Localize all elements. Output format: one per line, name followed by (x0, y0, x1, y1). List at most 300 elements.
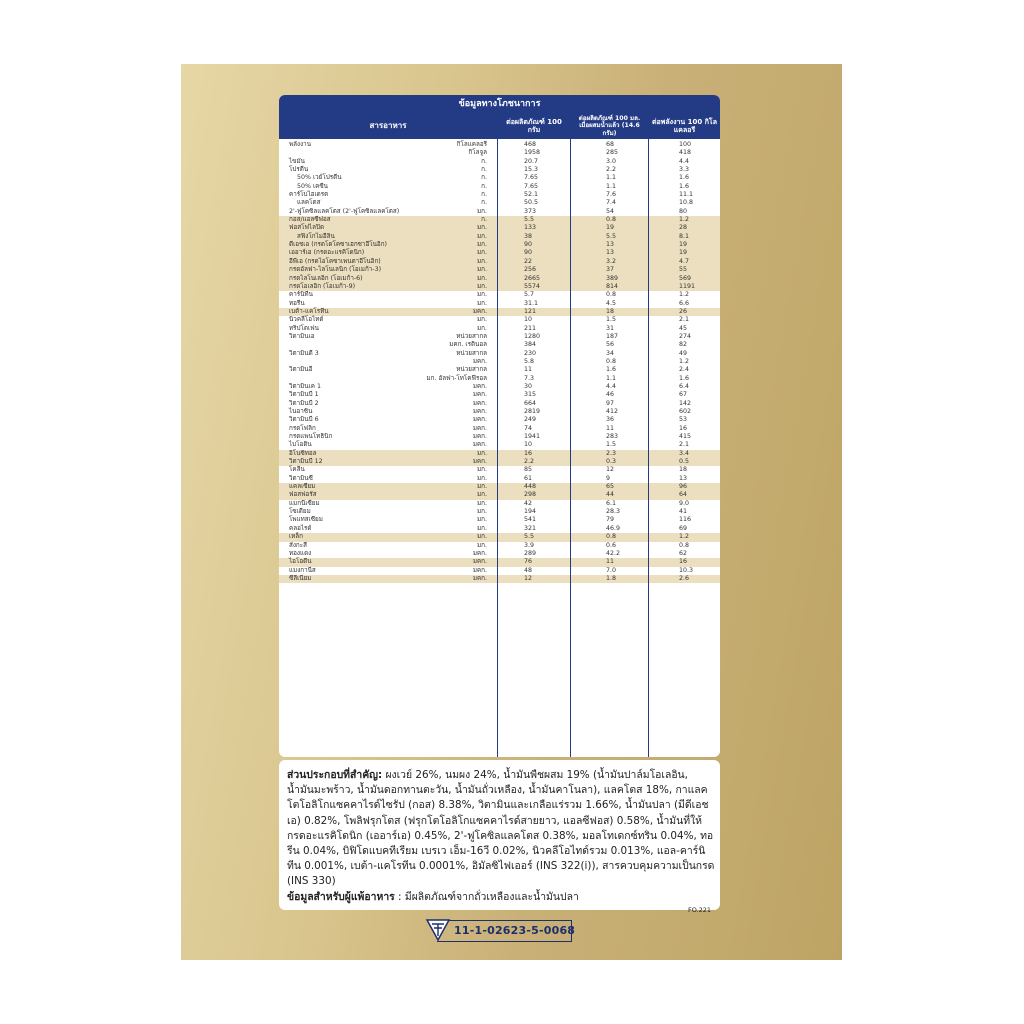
header-per-100ml: ต่อผลิตภัณฑ์ 100 มล. เมื่อผสมน้ำแล้ว (14.6 กรัม) (570, 113, 648, 139)
table-row (279, 525, 720, 533)
value-per-100g: 2.2 (524, 458, 535, 466)
table-row (279, 433, 720, 441)
value-per-100g: 61 (524, 474, 533, 482)
nutrient-unit: มคก. (472, 549, 487, 557)
nutrient-name: เออาร์เอ (กรดอะแรคิโดนิก) (289, 249, 365, 257)
nutrient-unit: มก. (477, 274, 487, 282)
table-row (279, 533, 720, 541)
value-per-100g: 30 (524, 382, 533, 390)
value-per-100kcal: 569 (679, 274, 692, 282)
value-per-100ml: 0.8 (606, 357, 617, 365)
value-per-100kcal: 1191 (679, 282, 696, 290)
value-per-100ml: 28.3 (606, 508, 621, 516)
value-per-100kcal: 10.3 (679, 566, 694, 574)
nutrient-unit: มก. (477, 508, 487, 516)
nutrient-name: ไนอาซิน (289, 408, 313, 415)
nutrient-name: เหล็ก (289, 533, 303, 541)
value-per-100ml: 7.0 (606, 566, 617, 574)
value-per-100kcal: 19 (679, 241, 688, 249)
column-divider (497, 113, 498, 757)
nutrient-unit: มคก. (472, 566, 487, 574)
nutrient-unit: มก. (477, 491, 487, 499)
value-per-100kcal: 82 (679, 341, 688, 349)
value-per-100ml: 36 (606, 416, 615, 424)
value-per-100g: 1280 (524, 332, 541, 340)
value-per-100g: 448 (524, 483, 537, 491)
value-per-100g: 10 (524, 441, 533, 449)
table-row (279, 208, 720, 216)
nutrient-unit: มก. (477, 291, 487, 299)
value-per-100ml: 814 (606, 282, 619, 290)
value-per-100ml: 19 (606, 224, 615, 232)
value-per-100g: 20.7 (524, 157, 539, 165)
value-per-100ml: 5.5 (606, 232, 617, 240)
table-row (279, 516, 720, 524)
value-per-100ml: 0.8 (606, 291, 617, 299)
nutrient-unit: มก. (477, 533, 487, 541)
table-row (279, 408, 720, 416)
nutrient-name: ซีลีเนียม (289, 574, 312, 582)
nutrient-unit: มก. (477, 266, 487, 274)
value-per-100ml: 1.1 (606, 374, 617, 382)
value-per-100g: 7.3 (524, 374, 535, 382)
value-per-100ml: 46.9 (606, 524, 621, 532)
table-row (279, 341, 720, 349)
value-per-100kcal: 100 (679, 141, 692, 148)
nutrient-unit: มก. (477, 516, 487, 524)
header-per-100kcal: ต่อพลังงาน 100 กิโลแคลอรี (648, 113, 720, 139)
nutrient-name: โพแทสเซียม (289, 516, 323, 524)
nutrient-name: อีพีเอ (กรดไอโคซาเพนตาอีโนอิก) (289, 257, 381, 265)
nutrient-name: ดีเอชเอ (กรดโดโคซาเฮกซาอีโนอิก) (289, 241, 387, 249)
nutrient-unit: มก. (477, 224, 487, 232)
value-per-100ml: 1.8 (606, 574, 617, 582)
value-per-100g: 5.5 (524, 533, 535, 541)
nutrient-name: โคลีน (289, 466, 305, 474)
nutrient-unit: มคก. (472, 357, 487, 365)
value-per-100g: 50.5 (524, 199, 539, 207)
nutrient-name: แมกนีเซียม (289, 499, 320, 507)
column-divider (570, 113, 571, 757)
nutrient-name: แคลเซียม (289, 483, 316, 491)
value-per-100kcal: 80 (679, 207, 688, 215)
value-per-100g: 468 (524, 141, 537, 148)
ingredients-panel (279, 760, 720, 910)
value-per-100ml: 1.1 (606, 174, 617, 182)
table-row (279, 224, 720, 232)
value-per-100kcal: 1.2 (679, 291, 690, 299)
value-per-100kcal: 116 (679, 516, 692, 524)
allergen-body: : มีผลิตภัณฑ์จากถั่วเหลืองและน้ำมันปลา (394, 890, 579, 903)
value-per-100ml: 7.4 (606, 199, 617, 207)
table-row (279, 550, 720, 558)
nutrient-name: วิตามินบี 12 (289, 458, 323, 466)
value-per-100kcal: 10.8 (679, 199, 694, 207)
header-nutrient: สารอาหาร (369, 121, 407, 131)
value-per-100kcal: 0.5 (679, 458, 690, 466)
value-per-100g: 38 (524, 232, 533, 240)
value-per-100g: 1958 (524, 149, 541, 157)
nutrient-name: พลังงาน (289, 141, 311, 148)
value-per-100kcal: 11.1 (679, 191, 694, 199)
value-per-100kcal: 1.6 (679, 374, 690, 382)
nutrient-name: วิตามินเอ (289, 332, 315, 340)
nutrient-name: สฟิงโกไมอีลิน (297, 232, 335, 240)
value-per-100kcal: 6.6 (679, 299, 690, 307)
nutrient-name: ทองแดง (289, 549, 312, 557)
value-per-100kcal: 2.1 (679, 316, 690, 324)
nutrient-unit: มก. (477, 524, 487, 532)
nutrient-name: โปรตีน (289, 166, 309, 174)
value-per-100ml: 31 (606, 324, 615, 332)
value-per-100kcal: 418 (679, 149, 692, 157)
value-per-100ml: 1.6 (606, 366, 617, 374)
value-per-100kcal: 2.1 (679, 441, 690, 449)
value-per-100kcal: 8.1 (679, 232, 690, 240)
value-per-100kcal: 19 (679, 249, 688, 257)
value-per-100g: 5.7 (524, 291, 535, 299)
value-per-100ml: 11 (606, 558, 615, 566)
value-per-100ml: 412 (606, 408, 619, 415)
value-per-100ml: 285 (606, 149, 619, 157)
nutrient-unit: ก. (481, 174, 487, 182)
value-per-100ml: 4.4 (606, 382, 617, 390)
table-row (279, 508, 720, 516)
nutrient-name: ทริปโตเฟน (289, 324, 319, 332)
value-per-100ml: 34 (606, 349, 615, 357)
value-per-100ml: 37 (606, 266, 615, 274)
table-title: ข้อมูลทางโภชนาการ (279, 95, 720, 113)
value-per-100g: 22 (524, 257, 533, 265)
table-row (279, 441, 720, 449)
table-row (279, 308, 720, 316)
value-per-100ml: 13 (606, 249, 615, 257)
value-per-100ml: 1.5 (606, 316, 617, 324)
table-row (279, 575, 720, 583)
nutrient-unit: มคก. (472, 382, 487, 390)
value-per-100kcal: 1.2 (679, 533, 690, 541)
table-row (279, 542, 720, 550)
table-row (279, 558, 720, 566)
nutrient-unit: มคก. (472, 416, 487, 424)
value-per-100kcal: 96 (679, 483, 688, 491)
value-per-100g: 31.1 (524, 299, 539, 307)
table-row (279, 491, 720, 499)
value-per-100kcal: 2.4 (679, 366, 690, 374)
table-row (279, 358, 720, 366)
value-per-100kcal: 6.4 (679, 382, 690, 390)
nutrient-unit: ก. (481, 157, 487, 165)
value-per-100ml: 18 (606, 307, 615, 315)
nutrient-name: กรดแพนโทธินิก (289, 433, 333, 441)
value-per-100kcal: 0.8 (679, 541, 690, 549)
value-per-100ml: 1.5 (606, 441, 617, 449)
value-per-100g: 12 (524, 574, 533, 582)
value-per-100kcal: 16 (679, 558, 688, 566)
nutrient-name: วิตามินซี (289, 474, 313, 482)
table-row (279, 450, 720, 458)
nutrient-unit: มก. (477, 207, 487, 215)
table-row (279, 141, 720, 149)
value-per-100kcal: 62 (679, 549, 688, 557)
value-per-100ml: 11 (606, 424, 615, 432)
nutrient-name: 2'-ฟูโคซิลแลคโตส (2'-ฟูโคซิลแลคโตส) (289, 207, 400, 215)
value-per-100g: 85 (524, 466, 533, 474)
table-row (279, 174, 720, 182)
allergen-heading: ข้อมูลสำหรับผู้แพ้อาหาร (287, 890, 395, 903)
value-per-100g: 230 (524, 349, 537, 357)
value-per-100ml: 0.6 (606, 541, 617, 549)
value-per-100g: 5.5 (524, 216, 535, 224)
nutrient-name: ฟอสโฟไลปิด (289, 224, 325, 232)
nutrient-name: กรดโอเลอิก (โอเมก้า-9) (289, 282, 356, 290)
value-per-100ml: 3.0 (606, 157, 617, 165)
registration-number: 11-1-02623-5-0068 (454, 924, 576, 937)
table-row (279, 366, 720, 374)
table-row (279, 249, 720, 257)
nutrient-unit: ก. (481, 199, 487, 207)
table-row (279, 166, 720, 174)
nutrient-name: อิโนซิทอล (289, 449, 317, 457)
nutrient-name: ไบโอติน (289, 441, 312, 449)
value-per-100kcal: 28 (679, 224, 688, 232)
table-row (279, 291, 720, 299)
nutrient-name: แมงกานีส (289, 566, 316, 574)
ingredients-body: ผงเวย์ 26%, นมผง 24%, น้ำมันพืชผสม 19% (น้ำมันปาล์มโอเลอิน, น้ำมันมะพร้าว, น้ำมันดอกทานตะวัน, น้ำมันถั่วเหลือง, น้ำมันคาโนลา), แลคโตส 18%, กาแลคโตโอลิโกแซคคาไรด์ไซรัป (กอส) 8.38%, วิตามินและเกลือแร่รวม 1.66%, น้ำมันปลา (มีดีเอชเอ) 0.82%, โพลิฟรุกโตส (ฟรุกโตโอลิโกแซคคาไรด์สายยาว, แอลซีฟอส) 0.58%, น้ำมันที่ให้กรดอะแรคิโดนิก (เออาร์เอ) 0.45%, 2'-ฟูโคซิลแลคโตส 0.38%, มอลโทเดกซ์ทริน 0.04%, ทอรีน 0.04%, บิฟิโดแบคทีเรียม เบรเว เอ็ม-16วี 0.02%, นิวคลีโอไทด์รวม 0.013%, แอล-คาร์นิทีน 0.001%, เบต้า-แคโรทีน 0.0001%, อิมัลซิไฟเออร์ (INS 322(i)), สารควบคุมความเป็นกรด (INS 330) (287, 769, 715, 888)
nutrient-name: กอส/แอลซีฟอส (289, 216, 331, 224)
value-per-100ml: 42.2 (606, 549, 621, 557)
value-per-100g: 664 (524, 399, 537, 407)
table-row (279, 466, 720, 474)
table-row (279, 325, 720, 333)
nutrient-name: กรดโฟลิก (289, 424, 316, 432)
value-per-100g: 384 (524, 341, 537, 349)
ingredients-text (287, 768, 715, 905)
nutrient-name: ทอรีน (289, 299, 305, 307)
value-per-100ml: 9 (606, 474, 611, 482)
table-row (279, 283, 720, 291)
value-per-100g: 42 (524, 499, 533, 507)
value-per-100g: 52.1 (524, 191, 539, 199)
value-per-100g: 315 (524, 391, 537, 399)
value-per-100ml: 0.3 (606, 458, 617, 466)
value-per-100ml: 2.2 (606, 166, 617, 174)
nutrient-unit: หน่วยสากล (456, 349, 487, 357)
nutrient-name: คลอไรด์ (289, 524, 312, 532)
ingredients-heading: ส่วนประกอบที่สำคัญ: (287, 769, 383, 781)
nutrient-unit: มก. (477, 483, 487, 491)
nutrient-name: ไขมัน (289, 157, 305, 165)
value-per-100g: 373 (524, 207, 537, 215)
header-per-100g: ต่อผลิตภัณฑ์ 100 กรัม (497, 113, 570, 139)
value-per-100g: 1941 (524, 433, 541, 441)
nutrient-name: นิวคลีโอไทด์ (289, 316, 324, 324)
value-per-100g: 15.3 (524, 166, 539, 174)
value-per-100kcal: 142 (679, 399, 692, 407)
fda-emblem-icon (424, 916, 452, 944)
table-row (279, 316, 720, 324)
value-per-100g: 541 (524, 516, 537, 524)
nutrient-unit: มก. (477, 474, 487, 482)
nutrient-unit: มคก. (472, 574, 487, 582)
nutrient-name: กรดอัลฟา-ไลโนเลนิก (โอเมก้า-3) (289, 266, 382, 274)
value-per-100kcal: 9.0 (679, 499, 690, 507)
value-per-100kcal: 13 (679, 474, 688, 482)
table-row (279, 400, 720, 408)
value-per-100ml: 3.2 (606, 257, 617, 265)
value-per-100kcal: 67 (679, 391, 688, 399)
nutrient-unit: มคก. (472, 441, 487, 449)
nutrient-name: เบต้า-แคโรทีน (289, 307, 329, 315)
value-per-100g: 90 (524, 241, 533, 249)
value-per-100ml: 56 (606, 341, 615, 349)
table-row (279, 191, 720, 199)
value-per-100kcal: 2.6 (679, 574, 690, 582)
table-row (279, 216, 720, 224)
value-per-100ml: 12 (606, 466, 615, 474)
nutrient-name: วิตามินเค 1 (289, 382, 321, 390)
value-per-100ml: 4.5 (606, 299, 617, 307)
nutrient-unit: มก. (477, 241, 487, 249)
column-divider (648, 113, 649, 757)
nutrient-unit: มก. (477, 466, 487, 474)
nutrient-name: วิตามินบี 2 (289, 399, 319, 407)
value-per-100kcal: 26 (679, 307, 688, 315)
nutrient-name: วิตามินบี 6 (289, 416, 319, 424)
nutrient-unit: มคก. (472, 399, 487, 407)
value-per-100kcal: 1.2 (679, 216, 690, 224)
table-row (279, 483, 720, 491)
nutrient-unit: มก. (477, 249, 487, 257)
nutrient-name: โซเดียม (289, 508, 311, 516)
table-body (279, 141, 720, 583)
nutrient-name: 50% เวย์โปรตีน (297, 174, 342, 182)
value-per-100g: 90 (524, 249, 533, 257)
value-per-100ml: 1.1 (606, 182, 617, 190)
nutrient-unit: ก. (481, 191, 487, 199)
fo-code: FO.221 (688, 906, 712, 914)
nutrient-name: สังกะสี (289, 541, 307, 549)
nutrient-name: แลคโตส (297, 199, 321, 207)
nutrient-unit: มคก. (472, 424, 487, 432)
value-per-100g: 76 (524, 558, 533, 566)
value-per-100g: 16 (524, 449, 533, 457)
table-row (279, 233, 720, 241)
value-per-100ml: 0.8 (606, 216, 617, 224)
table-row (279, 425, 720, 433)
table-row (279, 375, 720, 383)
value-per-100g: 48 (524, 566, 533, 574)
value-per-100ml: 68 (606, 141, 615, 148)
nutrient-name: กรดไลโนเลอิก (โอเมก้า-6) (289, 274, 363, 282)
nutrient-unit: มก. (477, 541, 487, 549)
value-per-100g: 211 (524, 324, 537, 332)
value-per-100kcal: 3.4 (679, 449, 690, 457)
value-per-100g: 289 (524, 549, 537, 557)
nutrient-name: ฟอสฟอรัส (289, 491, 317, 499)
nutrient-unit: มก. อัลฟา-โทโคฟีรอล (426, 374, 487, 382)
nutrient-name: คาร์โบไฮเดรต (289, 191, 329, 199)
value-per-100g: 11 (524, 366, 533, 374)
value-per-100ml: 44 (606, 491, 615, 499)
value-per-100ml: 97 (606, 399, 615, 407)
table-row (279, 266, 720, 274)
table-row (279, 567, 720, 575)
value-per-100kcal: 274 (679, 332, 692, 340)
value-per-100ml: 2.3 (606, 449, 617, 457)
value-per-100g: 74 (524, 424, 533, 432)
value-per-100kcal: 49 (679, 349, 688, 357)
nutrition-table (279, 95, 720, 757)
value-per-100kcal: 41 (679, 508, 688, 516)
value-per-100kcal: 64 (679, 491, 688, 499)
value-per-100kcal: 16 (679, 424, 688, 432)
nutrient-unit: มก. (477, 257, 487, 265)
table-row (279, 350, 720, 358)
value-per-100ml: 65 (606, 483, 615, 491)
value-per-100ml: 13 (606, 241, 615, 249)
value-per-100kcal: 3.3 (679, 166, 690, 174)
value-per-100g: 249 (524, 416, 537, 424)
nutrient-unit: มคก. เรตินอล (449, 341, 487, 349)
nutrient-name: วิตามินดี 3 (289, 349, 319, 357)
nutrient-unit: หน่วยสากล (456, 366, 487, 374)
table-row (279, 258, 720, 266)
nutrient-unit: กิโลแคลอรี (456, 141, 487, 148)
value-per-100kcal: 1.6 (679, 182, 690, 190)
nutrient-unit: หน่วยสากล (456, 332, 487, 340)
nutrient-name: ไอโอดีน (289, 558, 312, 566)
nutrient-name: 50% เคซีน (297, 182, 328, 190)
table-row (279, 183, 720, 191)
nutrient-name: วิตามินบี 1 (289, 391, 319, 399)
value-per-100g: 298 (524, 491, 537, 499)
nutrient-unit: ก. (481, 166, 487, 174)
table-row (279, 149, 720, 157)
value-per-100g: 7.65 (524, 174, 539, 182)
value-per-100g: 7.65 (524, 182, 539, 190)
value-per-100g: 3.9 (524, 541, 535, 549)
value-per-100ml: 389 (606, 274, 619, 282)
nutrient-unit: มก. (477, 449, 487, 457)
nutrient-unit: มก. (477, 499, 487, 507)
value-per-100kcal: 69 (679, 524, 688, 532)
value-per-100kcal: 4.7 (679, 257, 690, 265)
value-per-100g: 2819 (524, 408, 541, 415)
value-per-100kcal: 415 (679, 433, 692, 441)
value-per-100g: 5574 (524, 282, 541, 290)
table-row (279, 416, 720, 424)
nutrient-unit: มก. (477, 299, 487, 307)
table-row (279, 300, 720, 308)
nutrient-unit: มคก. (472, 307, 487, 315)
nutrient-unit: มก. (477, 232, 487, 240)
table-row (279, 275, 720, 283)
value-per-100g: 10 (524, 316, 533, 324)
value-per-100kcal: 18 (679, 466, 688, 474)
value-per-100ml: 283 (606, 433, 619, 441)
value-per-100g: 256 (524, 266, 537, 274)
table-row (279, 391, 720, 399)
value-per-100g: 321 (524, 524, 537, 532)
table-row (279, 333, 720, 341)
value-per-100ml: 54 (606, 207, 615, 215)
nutrient-unit: ก. (481, 182, 487, 190)
value-per-100g: 5.8 (524, 357, 535, 365)
table-row (279, 199, 720, 207)
nutrient-name: วิตามินอี (289, 366, 313, 374)
table-row (279, 500, 720, 508)
